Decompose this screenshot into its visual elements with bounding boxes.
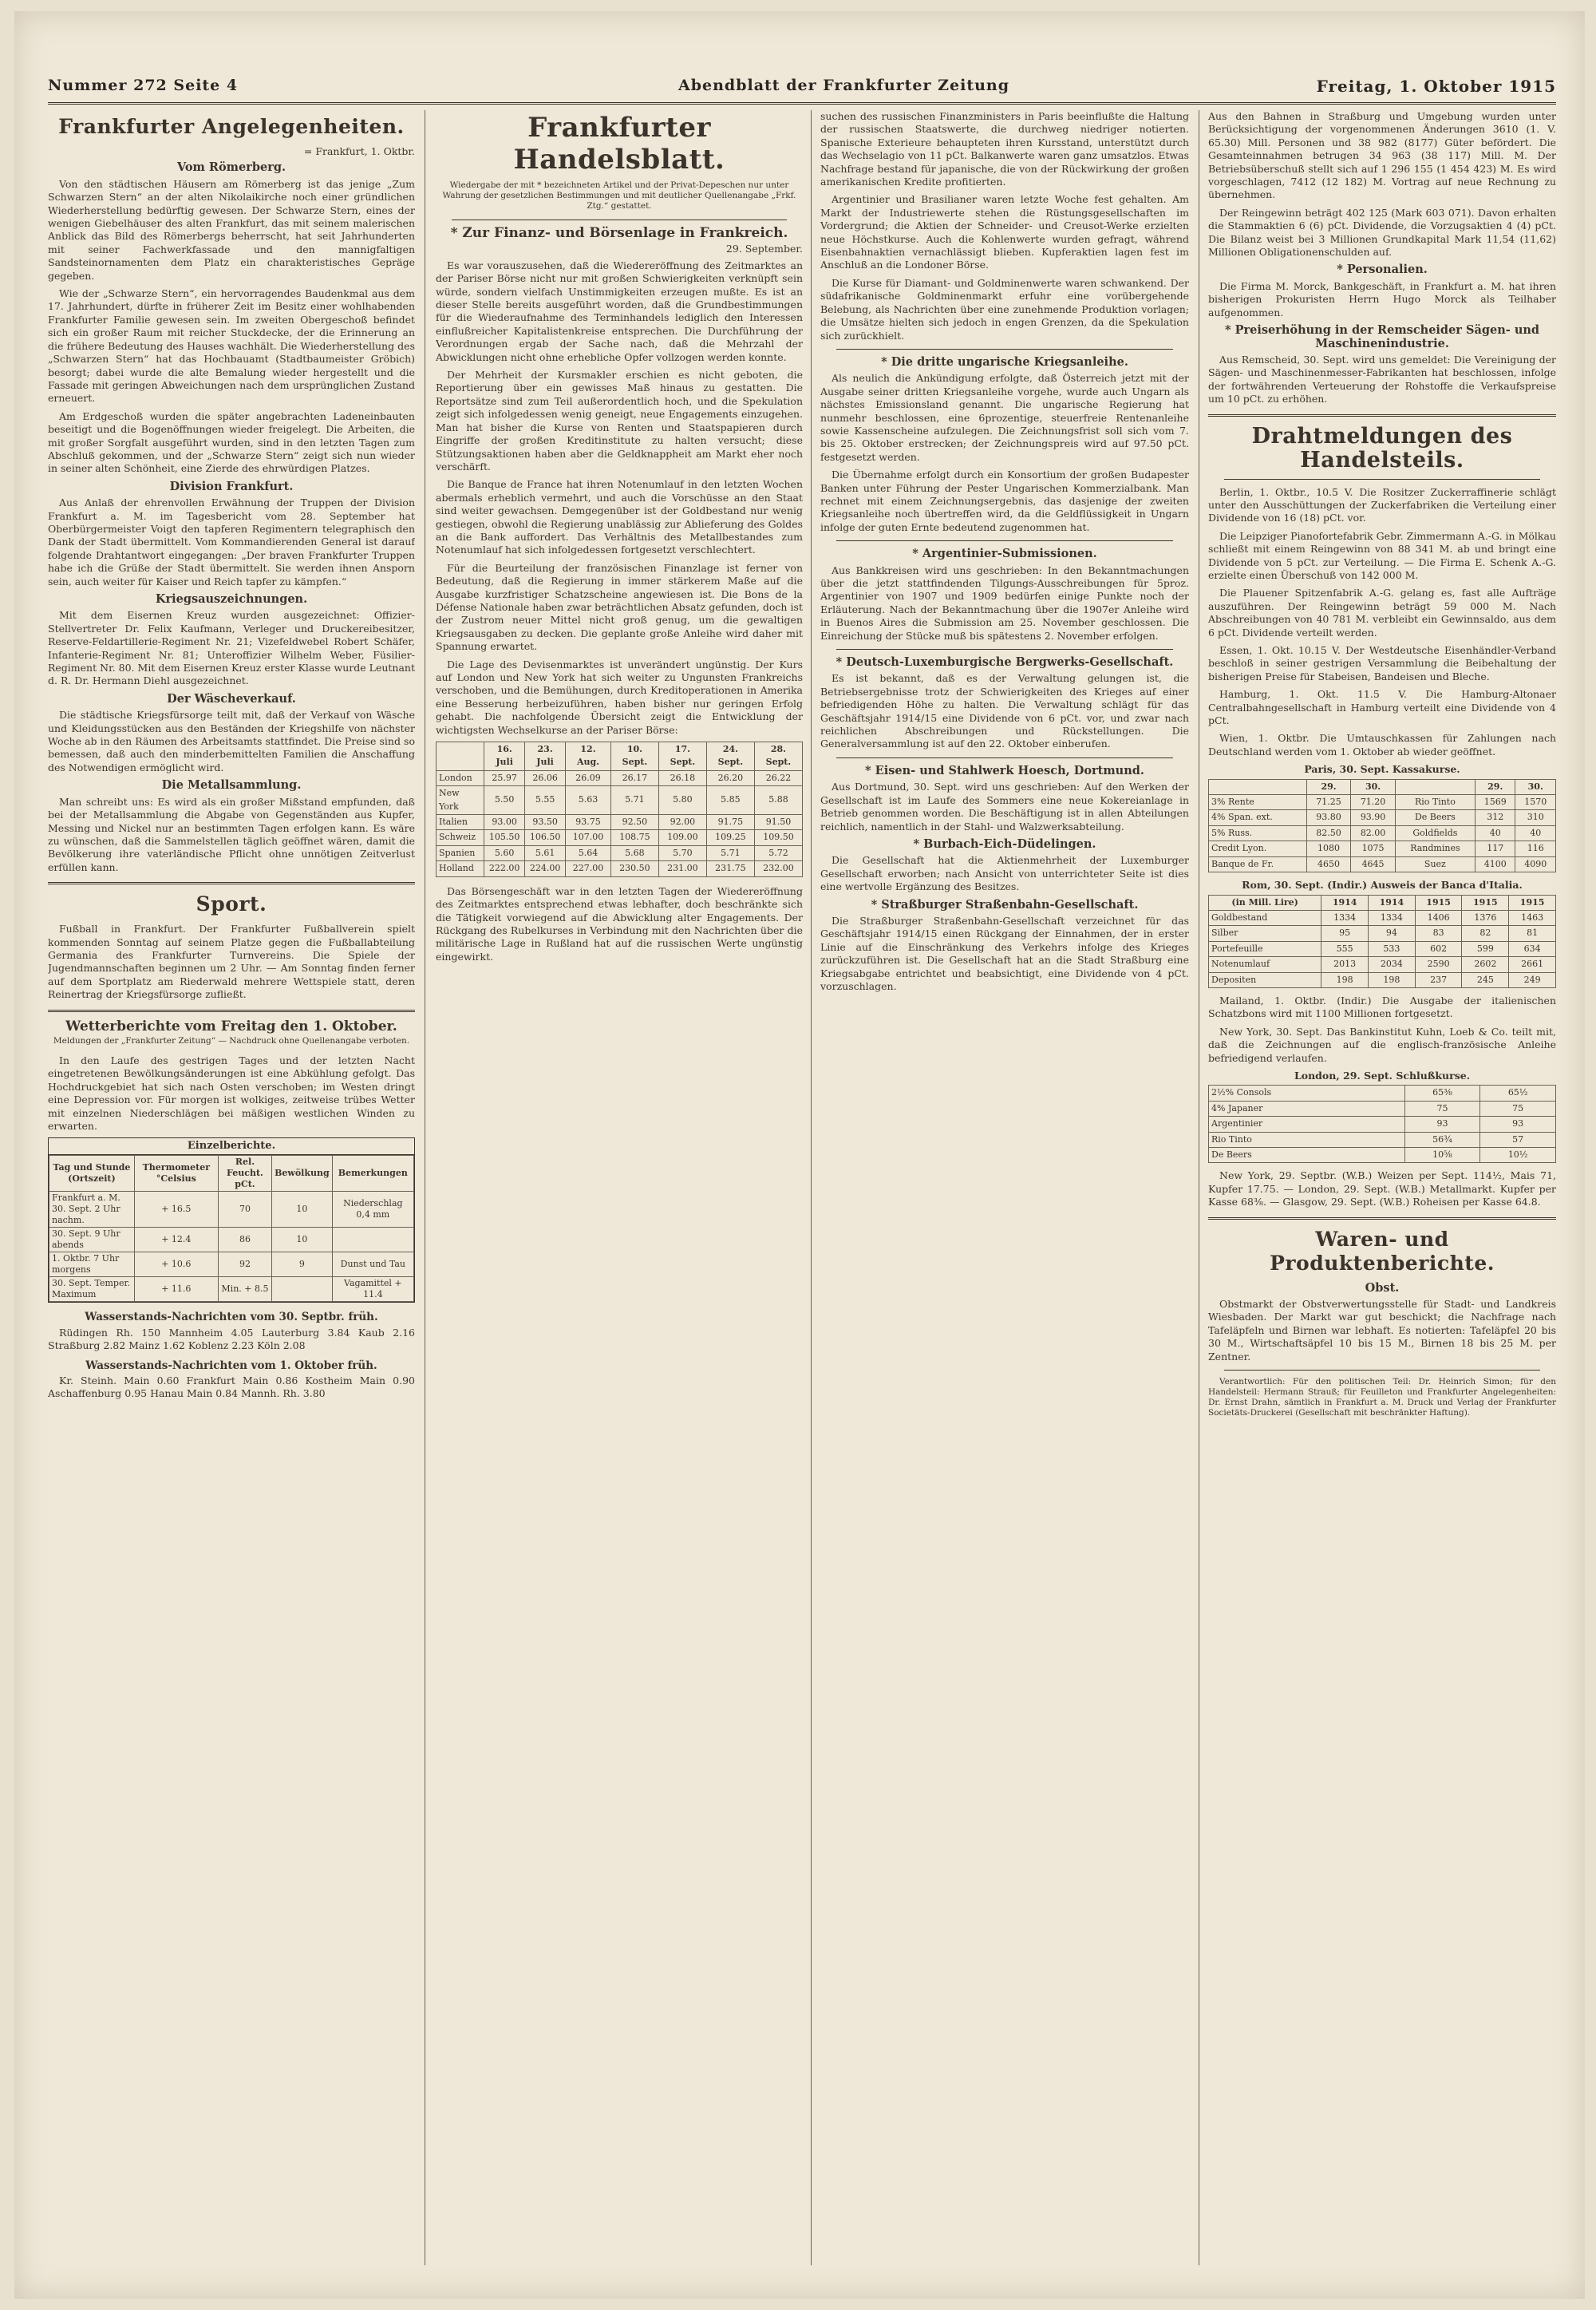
table-header-row xyxy=(437,742,803,771)
table-cell: 94 xyxy=(1369,926,1416,941)
table-cell: 5.72 xyxy=(754,845,802,860)
article-paragraph: Aus Anlaß der ehrenvollen Erwähnung der Truppen der Division Frankfurt a. M. im Tagesbericht vom 28. September hat Oberbürgermeister Voigt den tapferen Regimentern telegraphisch den Dank der Stadt übermittelt. Vom Kommandierenden General ist darauf folgende Drahtantwort eingegangen: „Der braven Frankfurter Truppen habe ich die Grüße der Stadt übermittelt. Sie werden ihnen Ansporn sein, auch weiter für Kaiser und Reich tapfer zu kämpfen.“ xyxy=(48,496,415,587)
table-cell: + 12.4 xyxy=(134,1228,218,1252)
table-cell: 1463 xyxy=(1509,910,1556,925)
section-title-handelsblatt: Frankfurter Handelsblatt. xyxy=(513,112,725,176)
table-row xyxy=(1209,926,1556,941)
article-title: Kriegsauszeichnungen. xyxy=(155,592,308,606)
telegram-paragraph: Hamburg, 1. Okt. 11.5 V. Die Hamburg-Altonaer Centralbahngesellschaft in Hamburg verteilt eine Dividende von 4 pCt. xyxy=(1208,688,1556,727)
table-cell: 93 xyxy=(1480,1117,1556,1132)
table-row xyxy=(1209,957,1556,972)
header-issue-number: Nummer 272 Seite 4 xyxy=(48,77,239,94)
weather-paragraph: In den Laufe des gestrigen Tages und der letzten Nacht eingetretenen Bewölkungsänderungen ist eine Abkühlung gefolgt. Das Hochdruckgebiet hat sich nach Osten verschoben; im Westen dringt eine Depression vor. Für morgen ist wolkiges, zeitweise trübes Wetter mit einzelnen Niederschlägen bei mäßigen westlichen Winden zu erwarten. xyxy=(48,1054,415,1132)
section-title-frankfurter-angelegenheiten: Frankfurter Angelegenheiten. xyxy=(58,115,405,138)
table-cell: + 10.6 xyxy=(134,1252,218,1277)
table-cell: Credit Lyon. xyxy=(1209,841,1307,856)
table-header-row xyxy=(1209,779,1556,794)
table-header-cell: Rel. Feucht. pCt. xyxy=(218,1156,271,1192)
article-paragraph: Von den städtischen Häusern am Römerberg ist das jenige „Zum Schwarzen Stern“ an der alten Nikolaikirche noch einer gründlichen Wiederherstellung bedürftig gewesen. Der Schwarze Stern, eines der wenigen Giebelhäuser des alten Frankfurt, das mit seinem malerischen Anblick das Bild des Römerbergs beherrscht, hat seit Jahrhunderten mit seiner Fachwerkfassade und den mannigfaltigen Sandsteinornamenten dem Platz ein charakteristisches Gepräge gegeben. xyxy=(48,177,415,282)
table-cell: 108.75 xyxy=(610,830,658,845)
table-row xyxy=(1209,1148,1556,1163)
table-cell: 249 xyxy=(1509,972,1556,987)
table-cell: 4% Span. ext. xyxy=(1209,810,1307,825)
table-cell: 222.00 xyxy=(484,861,525,876)
table-cell: Goldbestand xyxy=(1209,910,1321,925)
telegram-paragraph: Berlin, 1. Oktbr., 10.5 V. Die Rositzer Zuckerraffinerie schlägt unter den Ausschüttungen der Zuckerfabriken die Verteilung einer Dividende von 16 (18) pCt. vor. xyxy=(1208,485,1556,524)
table-cell: 26.09 xyxy=(566,770,611,785)
table-cell: 2034 xyxy=(1369,957,1416,972)
table-cell: 198 xyxy=(1321,972,1369,987)
table-cell: 10½ xyxy=(1480,1148,1556,1163)
table-cell: Banque de Fr. xyxy=(1209,856,1307,872)
page-header xyxy=(48,70,1556,105)
telegram-paragraph: Mailand, 1. Oktbr. (Indir.) Die Ausgabe der italienischen Schatzbons wird mit 1100 Millionen fortgesetzt. xyxy=(1208,994,1556,1020)
table-cell: 1334 xyxy=(1369,910,1416,925)
table-cell: London xyxy=(437,770,484,785)
article-paragraph: Die Banque de France hat ihren Notenumlauf in den letzten Wochen abermals erheblich vermehrt, und auch die Vorschüsse an den Staat sind weiter gewachsen. Demgegenüber ist der Goldbestand nur wenig gestiegen, obwohl die Regierung unablässig zur Ablieferung des Goldes an die Bank auffordert. Das Verhältnis des Metallbestandes zum Notenumlauf hat sich infolgedessen fortgesetzt verschlechtert. xyxy=(436,478,803,556)
article-title: * Personalien. xyxy=(1337,263,1428,277)
table-cell: 4100 xyxy=(1475,856,1515,872)
table-cell: De Beers xyxy=(1209,1148,1405,1163)
article-paragraph: Aus Remscheid, 30. Sept. wird uns gemeldet: Die Vereinigung der Sägen- und Maschinenmesser-Fabrikanten hat beschlossen, infolge der fortwährenden Verteuerung der Rohstoffe die Verkaufspreise um 10 pCt. zu erhöhen. xyxy=(1208,353,1556,405)
table-header-cell xyxy=(1209,779,1307,794)
telegram-paragraph: New York, 29. Septbr. (W.B.) Weizen per Sept. 114½, Mais 71, Kupfer 17.75. — London, 29. Sept. (W.B.) Metallmarkt. Kupfer per Kasse 68⅜. — Glasgow, 29. Sept. (W.B.) Roheisen per Kasse 64.8. xyxy=(1208,1169,1556,1208)
table-cell: Suez xyxy=(1395,856,1475,872)
article-paragraph: Die Firma M. Morck, Bankgeschäft, in Frankfurt a. M. hat ihren bisherigen Prokuristen Herrn Hugo Morck als Teilhaber aufgenommen. xyxy=(1208,279,1556,318)
table-cell: 109.50 xyxy=(754,830,802,845)
table-cell: Schweiz xyxy=(437,830,484,845)
table-row xyxy=(1209,1086,1556,1101)
table-cell: Rio Tinto xyxy=(1395,795,1475,810)
weather-note: Meldungen der „Frankfurter Zeitung“ — Nachdruck ohne Quellenangabe verboten. xyxy=(53,1035,410,1046)
banca-italia-table xyxy=(1208,895,1556,988)
table-cell: 57 xyxy=(1480,1132,1556,1147)
article-paragraph: Als neulich die Ankündigung erfolgte, daß Österreich jetzt mit der Ausgabe seiner dritten Kriegsanleihe vorgehe, wurde auch Ungarn als nächstes Emissionsland genannt. Die ungarische Regierung hat nunmehr beschlossen, eine 6prozentige, steuerfreie Rentenanleihe sowie Kassenscheine aufzulegen. Die Zeichnungsfrist soll sich vom 7. bis 25. Oktober erstrecken; der Zeichnungspreis wird auf 97.50 pCt. festgesetzt werden. xyxy=(820,372,1189,463)
table-row xyxy=(1209,810,1556,825)
table-cell: 116 xyxy=(1515,841,1556,856)
table-cell: Argentinier xyxy=(1209,1117,1405,1132)
divider xyxy=(836,757,1173,758)
table-cell: 555 xyxy=(1321,941,1369,956)
dateline: = Frankfurt, 1. Oktbr. xyxy=(303,145,415,157)
table-row xyxy=(1209,841,1556,856)
table-cell: 231.00 xyxy=(658,861,706,876)
table-cell: 5.70 xyxy=(658,845,706,860)
article-paragraph: Obstmarkt der Obstverwertungsstelle für Stadt- und Landkreis Wiesbaden. Der Markt war gut beschickt; die Nachfrage nach Tafeläpfeln und Birnen war lebhaft. Es notierten: Tafeläpfel 20 bis 30 M., Wirtschaftsäpfel 10 bis 15 M., Birnen 18 bis 25 M. per Zentner. xyxy=(1208,1298,1556,1363)
water-level-title: Wasserstands-Nachrichten vom 1. Oktober früh. xyxy=(85,1359,377,1372)
table-cell: 5.71 xyxy=(610,786,658,815)
table-cell: 75 xyxy=(1480,1101,1556,1116)
divider xyxy=(1224,1370,1540,1371)
table-row xyxy=(437,786,803,815)
table-cell: 93.90 xyxy=(1351,810,1396,825)
weather-title: Wetterberichte vom Freitag den 1. Oktober. xyxy=(65,1018,397,1034)
table-cell: 109.00 xyxy=(658,830,706,845)
table-cell: 231.75 xyxy=(706,861,754,876)
table-cell: 92.50 xyxy=(610,815,658,830)
article-title: * Burbach-Eich-Düdelingen. xyxy=(913,837,1096,851)
table-cell: 93.50 xyxy=(525,815,566,830)
column-4 xyxy=(1208,110,1556,2265)
table-header-cell: 23. Juli xyxy=(525,742,566,771)
table-cell: 224.00 xyxy=(525,861,566,876)
table-cell: 71.25 xyxy=(1306,795,1351,810)
table-cell: 10⅝ xyxy=(1404,1148,1480,1163)
table-row xyxy=(437,830,803,845)
article-title: * Deutsch-Luxemburgische Bergwerks-Gesellschaft. xyxy=(836,655,1174,670)
table-cell: 26.18 xyxy=(658,770,706,785)
article-paragraph: Fußball in Frankfurt. Der Frankfurter Fußballverein spielt kommenden Sonntag auf seinem Platze gegen die Fußballabteilung Germania des Frankfurter Turnvereins. Die Spiele der Jugendmannschaften beginnen um 2 Uhr. — Am Sonntag finden ferner auf dem Sportplatz am Riederwald mehrere Wettspiele statt, deren Reinertrag der Kriegsfürsorge zufließt. xyxy=(48,923,415,1001)
table-cell: 5.60 xyxy=(484,845,525,860)
article-title: * Eisen- und Stahlwerk Hoesch, Dortmund. xyxy=(865,763,1144,777)
article-title: * Zur Finanz- und Börsenlage in Frankreich. xyxy=(450,225,788,241)
table-header-cell: 24. Sept. xyxy=(706,742,754,771)
table-cell: 1569 xyxy=(1475,795,1515,810)
table-cell: 198 xyxy=(1369,972,1416,987)
article-title: * Straßburger Straßenbahn-Gesellschaft. xyxy=(871,897,1139,912)
divider xyxy=(836,540,1173,541)
table-cell: 9 xyxy=(272,1252,333,1277)
imprint: Verantwortlich: Für den politischen Teil: Dr. Heinrich Simon; für den Handelsteil: Hermann Strauß; für Feuilleton und Frankfurter Angelegenheiten: Dr. Ernst Drahn, sämtlich in Frankfurt a. M. Druck und Verlag der Frankfurter Societäts-Druckerei (Gesellschaft mit beschränkter Haftung). xyxy=(1208,1377,1556,1418)
table-cell: 599 xyxy=(1462,941,1509,956)
table-cell: 56¾ xyxy=(1404,1132,1480,1147)
table-title: Rom, 30. Sept. (Indir.) Ausweis der Banca d'Italia. xyxy=(1242,879,1523,892)
table-cell: 65½ xyxy=(1480,1086,1556,1101)
table-cell: + 16.5 xyxy=(134,1192,218,1228)
table-cell: 10 xyxy=(272,1228,333,1252)
table-cell: 93 xyxy=(1404,1117,1480,1132)
table-cell: Dunst und Tau xyxy=(332,1252,413,1277)
table-cell: 109.25 xyxy=(706,830,754,845)
table-header-cell: Bewölkung xyxy=(272,1156,333,1192)
table-cell: 86 xyxy=(218,1228,271,1252)
table-cell: 95 xyxy=(1321,926,1369,941)
article-title: Die Metallsammlung. xyxy=(161,778,302,793)
table-cell xyxy=(272,1277,333,1302)
table-cell: 4090 xyxy=(1515,856,1556,872)
divider xyxy=(836,649,1173,650)
table-cell: 5.71 xyxy=(706,845,754,860)
table-cell: New York xyxy=(437,786,484,815)
table-cell: 25.97 xyxy=(484,770,525,785)
column-2 xyxy=(436,110,803,2265)
article-paragraph: Die Übernahme erfolgt durch ein Konsortium der großen Budapester Banken unter Führung der Pester Ungarischen Kommerzialbank. Man rechnet mit einem Zeichnungsergebnis, das dasjenige der zweiten Kriegsanleihe noch übertreffen wird, da die Geldflüssigkeit in Ungarn infolge der guten Ernte bedeutend zugenommen hat. xyxy=(820,469,1189,533)
table-cell: 5.88 xyxy=(754,786,802,815)
table-header-cell: 29. xyxy=(1475,779,1515,794)
article-paragraph: Man schreibt uns: Es wird als ein großer Mißstand empfunden, daß bei der Metallsammlung die Abgabe von Gegenständen aus Kupfer, Messing und Nickel nur an bestimmten Tagen erfolgen kann. Es wäre zu wünschen, daß die Sammelstellen täglich geöffnet wären, damit die Bevölkerung ihre vaterländische Pflicht ohne unnötigen Zeitverlust erfüllen kann. xyxy=(48,795,415,873)
table-title: Paris, 30. Sept. Kassakurse. xyxy=(1304,763,1460,776)
table-cell: Frankfurt a. M. 30. Sept. 2 Uhr nachm. xyxy=(49,1192,135,1228)
table-row xyxy=(1209,1101,1556,1116)
table-header-row xyxy=(1209,895,1556,910)
section-title-waren: Waren- und Produktenberichte. xyxy=(1270,1227,1495,1275)
column-3 xyxy=(820,110,1189,2265)
table-cell: 5.80 xyxy=(658,786,706,815)
table-cell: 5.61 xyxy=(525,845,566,860)
article-paragraph: Aus Dortmund, 30. Sept. wird uns geschrieben: Auf den Werken der Gesellschaft ist im Laufe des Sommers eine neue Kokereianlage in Betrieb genommen worden. Die Beschäftigung ist in allen Abteilungen reichlich, namentlich in der Stahl- und Walzwerksabteilung. xyxy=(820,781,1189,833)
table-header-cell: 29. xyxy=(1306,779,1351,794)
table-title: London, 29. Sept. Schlußkurse. xyxy=(1294,1069,1471,1082)
table-cell: 230.50 xyxy=(610,861,658,876)
table-row xyxy=(1209,910,1556,925)
table-row xyxy=(1209,941,1556,956)
article-title: Der Wäscheverkauf. xyxy=(167,691,296,706)
telegram-paragraph: Die Plauener Spitzenfabrik A.-G. gelang es, fast alle Aufträge auszuführen. Der Reingewinn beträgt 59 000 M. Nach Abschreibungen von 40 781 M. verbleibt ein Gewinnsaldo, aus dem 6 pCt. Dividende verteilt werden. xyxy=(1208,587,1556,639)
table-cell: De Beers xyxy=(1395,810,1475,825)
table-cell: Niederschlag 0,4 mm xyxy=(332,1192,413,1228)
article-paragraph: Die Kurse für Diamant- und Goldminenwerte waren schwankend. Der südafrikanische Goldminenmarkt erfuhr eine vorübergehende Belebung, als Nachrichten über eine zunehmende Produktion vorlagen; die Umsätze hielten sich jedoch in engen Grenzen, da die Spekulation sich zurückhielt. xyxy=(820,276,1189,342)
table-cell: 5% Russ. xyxy=(1209,825,1307,841)
reproduction-note: Wiedergabe der mit * bezeichneten Artikel und der Privat-Depeschen nur unter Wahrung der gesetzlichen Bestimmungen und mit deutlicher Quellenangabe „Frkf. Ztg.“ gestattet. xyxy=(442,180,796,211)
table-header-cell xyxy=(1395,779,1475,794)
paris-kassakurse-table xyxy=(1208,779,1556,872)
table-cell: 26.06 xyxy=(525,770,566,785)
table-cell: 310 xyxy=(1515,810,1556,825)
water-level-values: Rüdingen Rh. 150 Mannheim 4.05 Lauterburg 3.84 Kaub 2.16 Straßburg 2.82 Mainz 1.62 Koblenz 2.23 Köln 2.08 xyxy=(48,1326,415,1352)
table-cell: 533 xyxy=(1369,941,1416,956)
table-cell: 3% Rente xyxy=(1209,795,1307,810)
table-cell xyxy=(332,1228,413,1252)
article-paragraph: Der Reingewinn beträgt 402 125 (Mark 603 071). Davon erhalten die Stammaktien 6 (6) pCt. Dividende, die Vorzugsaktien 4 (4) pCt. Die Bilanz weist bei 3 Millionen Grundkapital Mark 11,54 (11,62) Millionen Obligationenschulden auf. xyxy=(1208,206,1556,259)
table-cell: 5.64 xyxy=(566,845,611,860)
divider xyxy=(1224,479,1540,480)
divider xyxy=(1208,1217,1556,1220)
article-paragraph: Argentinier und Brasilianer waren letzte Woche fest gehalten. Am Markt der Industriewerte stehen die Rüstungsgesellschaften im Vordergrund; die Aktien der Schneider- und Creusot-Werke erzielten neue Höchstkurse. Auch die Kohlenwerte wurden gefragt, während Eisenbahnaktien vernachlässigt blieben. Kupferaktien lagen fest im Anschluß an die Londoner Börse. xyxy=(820,193,1189,271)
header-date: Freitag, 1. Oktober 1915 xyxy=(1316,77,1556,96)
table-cell: Silber xyxy=(1209,926,1321,941)
table-cell: 602 xyxy=(1415,941,1462,956)
table-cell: 92.00 xyxy=(658,815,706,830)
table-cell: Notenumlauf xyxy=(1209,957,1321,972)
table-header-cell: 28. Sept. xyxy=(754,742,802,771)
table-cell: 93.00 xyxy=(484,815,525,830)
table-cell: + 11.6 xyxy=(134,1277,218,1302)
article-paragraph: Für die Beurteilung der französischen Finanzlage ist ferner von Bedeutung, daß die Regierung in immer stärkerem Maße auf die Ausgabe kurzfristiger Schatzscheine angewiesen ist. Die Bons de la Défense Nationale haben zwar beträchtlichen Absatz gefunden, doch ist der Zustrom neuer Mittel nicht groß genug, um die gewaltigen Kriegsausgaben zu decken. Die geplante große Anleihe wird daher mit Spannung erwartet. xyxy=(436,561,803,653)
article-paragraph: Wie der „Schwarze Stern“, ein hervorragendes Baudenkmal aus dem 17. Jahrhundert, dürfte in früherer Zeit im Besitz einer wohlhabenden Frankfurter Familie gewesen sein. Im zweiten Obergeschoß befindet sich ein großer Raum mit reicher Stuckdecke, der die Erinnerung an die frühere Bedeutung des Hauses wachhält. Die Wiederherstellung des „Schwarzen Stern“ hat das Hochbauamt (Stadtbaumeister Gröbich) besorgt; dabei wurde die alte Bemalung wieder hergestellt und die Fassade mit geringen Abweichungen nach dem ursprünglichen Zustand erneuert. xyxy=(48,287,415,405)
column-1 xyxy=(48,110,415,2265)
table-cell: 107.00 xyxy=(566,830,611,845)
article-title: * Die dritte ungarische Kriegsanleihe. xyxy=(881,354,1128,369)
divider xyxy=(48,882,415,884)
table-cell: 26.22 xyxy=(754,770,802,785)
article-title: * Argentinier-Submissionen. xyxy=(912,547,1097,561)
table-cell: Spanien xyxy=(437,845,484,860)
table-cell: 1334 xyxy=(1321,910,1369,925)
table-header-cell: 30. xyxy=(1515,779,1556,794)
article-paragraph: Die Gesellschaft hat die Aktienmehrheit der Luxemburger Gesellschaft erworben; nach Ansicht von unterrichteter Seite ist dies eine wertvolle Ergänzung des Besitzes. xyxy=(820,854,1189,893)
table-cell: 1080 xyxy=(1306,841,1351,856)
table-row xyxy=(1209,1117,1556,1132)
table-cell: 1406 xyxy=(1415,910,1462,925)
column-rule xyxy=(811,110,812,2265)
table-cell: 232.00 xyxy=(754,861,802,876)
article-paragraph: Aus den Bahnen in Straßburg und Umgebung wurden unter Berücksichtigung der vorgenommenen Änderungen 3610 (1. V. 65.30) Mill. Personen und 38 982 (8177) Güter befördert. Die Gesamteinnahmen betrugen 34 963 (38 117) Mill. M. Der Betriebsüberschuß stellt sich auf 1 296 155 (1 454 423) M. Es wird vorgeschlagen, 7412 (12 182) M. Vortrag auf neue Rechnung zu übernehmen. xyxy=(1208,110,1556,201)
table-cell: 2661 xyxy=(1509,957,1556,972)
table-cell: 237 xyxy=(1415,972,1462,987)
table-cell: 70 xyxy=(218,1192,271,1228)
table-cell: Rio Tinto xyxy=(1209,1132,1405,1147)
table-header-cell: 12. Aug. xyxy=(566,742,611,771)
table-cell: 40 xyxy=(1475,825,1515,841)
section-title-drahtmeldungen: Drahtmeldungen des Handelsteils. xyxy=(1251,423,1513,473)
water-level-values: Kr. Steinh. Main 0.60 Frankfurt Main 0.86 Kostheim Main 0.90 Aschaffenburg 0.95 Hanau Main 0.84 Mannh. Rh. 3.80 xyxy=(48,1375,415,1400)
table-cell: 5.68 xyxy=(610,845,658,860)
divider xyxy=(1208,414,1556,417)
article-paragraph: Am Erdgeschoß wurden die später angebrachten Ladeneinbauten beseitigt und die Bogenöffnungen wieder freigelegt. Die Arbeiten, die mit großer Sorgfalt ausgeführt wurden, sind in den letzten Tagen zum Abschluß gekommen, und der „Schwarze Stern“ zeigt sich nun wieder in seiner alten Schönheit, eine Zierde des ehrwürdigen Platzes. xyxy=(48,409,415,475)
table-cell: Vagamittel + 11.4 xyxy=(332,1277,413,1302)
table-row xyxy=(437,770,803,785)
table-cell: 2½% Consols xyxy=(1209,1086,1405,1101)
table-cell: 82 xyxy=(1462,926,1509,941)
table-cell: 4645 xyxy=(1351,856,1396,872)
table-header-cell xyxy=(437,742,484,771)
table-cell: 30. Sept. Temper. Maximum xyxy=(49,1277,135,1302)
table-cell: 5.63 xyxy=(566,786,611,815)
table-cell: 75 xyxy=(1404,1101,1480,1116)
exchange-rate-table xyxy=(436,742,803,877)
water-level-title: Wasserstands-Nachrichten vom 30. Septbr. früh. xyxy=(85,1311,378,1324)
table-cell: 245 xyxy=(1462,972,1509,987)
table-cell: 5.50 xyxy=(484,786,525,815)
section-title-sport: Sport. xyxy=(196,892,267,916)
table-cell: 71.20 xyxy=(1351,795,1396,810)
table-header-cell: 10. Sept. xyxy=(610,742,658,771)
header-publication-title: Abendblatt der Frankfurter Zeitung xyxy=(678,77,1010,94)
article-paragraph: suchen des russischen Finanzministers in Paris beeinflußte die Haltung der russischen Staatswerte, die durchweg niedriger notierten. Spanische Exterieure behaupteten ihren Kursstand, unterstützt durch das Wechselagio von 11 pCt. Balkanwerte waren ganz umsatzlos. Etwas Nachfrage bestand für japanische, die von der Rückwirkung der großen amerikanischen Kredite profitierten. xyxy=(820,110,1189,188)
table-cell: Randmines xyxy=(1395,841,1475,856)
article-paragraph: Die Straßburger Straßenbahn-Gesellschaft verzeichnet für das Geschäftsjahr 1914/15 einen Rückgang der Einnahmen, der in erster Linie auf die Einschränkung des Verkehrs infolge des Krieges zurückzuführen ist. Die Gesellschaft hat an die Stadt Straßburg eine Kriegsabgabe entrichtet und beabsichtigt, eine Dividende von 4 pCt. vorzuschlagen. xyxy=(820,914,1189,992)
telegram-paragraph: Essen, 1. Okt. 10.15 V. Der Westdeutsche Eisenhändler-Verband beschloß in seiner gestrigen Versammlung die Beibehaltung der bisherigen Preise für Stabeisen, Bandeisen und Bleche. xyxy=(1208,644,1556,682)
telegram-paragraph: Die Leipziger Pianofortefabrik Gebr. Zimmermann A.-G. in Mölkau schließt mit einem Reingewinn von 88 341 M. ab und bringt eine Dividende von 5 pCt. zur Verteilung. — Die Firma E. Schenk A.-G. erzielte einen Überschuß von 142 000 M. xyxy=(1208,529,1556,581)
table-header-cell: Bemerkungen xyxy=(332,1156,413,1192)
article-title: Division Frankfurt. xyxy=(169,479,294,493)
table-cell: 4650 xyxy=(1306,856,1351,872)
table-cell: 634 xyxy=(1509,941,1556,956)
table-cell: 105.50 xyxy=(484,830,525,845)
newspaper-page xyxy=(14,11,1585,2299)
article-paragraph: Der Mehrheit der Kursmakler erschien es nicht geboten, die Reportierung über ein gewisses Maß hinaus zu gestatten. Die Reportsätze sind zum Teil außerordentlich hoch, und die Spekulation zeigt sich infolgedessen wenig geneigt, neue Engagements einzugehen. Man hat bisher die Kurse von Renten und Staatspapieren durch Eingriffe der großen Kreditinstitute zu halten versucht; diese Stützungsaktionen haben aber die Geldknappheit am Markt eher noch verschärft. xyxy=(436,369,803,473)
table-cell: Italien xyxy=(437,815,484,830)
table-row xyxy=(1209,825,1556,841)
telegram-paragraph: Wien, 1. Oktbr. Die Umtauschkassen für Zahlungen nach Deutschland werden vom 1. Oktober ab wieder geöffnet. xyxy=(1208,732,1556,757)
table-cell: 1570 xyxy=(1515,795,1556,810)
table-cell: Holland xyxy=(437,861,484,876)
table-cell: 82.50 xyxy=(1306,825,1351,841)
table-cell: 30. Sept. 9 Uhr abends xyxy=(49,1228,135,1252)
table-cell: 2013 xyxy=(1321,957,1369,972)
table-cell: 312 xyxy=(1475,810,1515,825)
article-paragraph: Es ist bekannt, daß es der Verwaltung gelungen ist, die Betriebsergebnisse trotz der Schwierigkeiten des Krieges auf einer befriedigenden Höhe zu halten. Die Verwaltung schlägt für das Geschäftsjahr 1914/15 eine Dividende von 6 pCt. vor, und zwar nach reichlichen Abschreibungen und Rückstellungen. Die Generalversammlung ist auf den 22. Oktober einberufen. xyxy=(820,672,1189,750)
divider xyxy=(48,1010,415,1012)
table-cell: 2590 xyxy=(1415,957,1462,972)
table-cell: Portefeuille xyxy=(1209,941,1321,956)
london-schlusskurse-table xyxy=(1208,1085,1556,1163)
table-cell: 4% Japaner xyxy=(1209,1101,1405,1116)
table-row xyxy=(49,1192,414,1228)
article-paragraph: Die Lage des Devisenmarktes ist unverändert ungünstig. Der Kurs auf London und New York hat sich weiter zu Ungunsten Frankreichs verschoben, und die Bemühungen, durch Kreditoperationen in Amerika eine Besserung herbeizuführen, haben bisher nur geringen Erfolg gehabt. Die nachfolgende Übersicht zeigt die Entwicklung der wichtigsten Wechselkurse an der Pariser Börse: xyxy=(436,658,803,736)
table-header-cell: Thermometer °Celsius xyxy=(134,1156,218,1192)
article-title: Obst. xyxy=(1365,1280,1400,1295)
table-cell: 106.50 xyxy=(525,830,566,845)
table-cell: 92 xyxy=(218,1252,271,1277)
table-cell: 83 xyxy=(1415,926,1462,941)
divider xyxy=(836,349,1173,350)
table-title: Einzelberichte. xyxy=(49,1138,414,1155)
table-cell: 93.75 xyxy=(566,815,611,830)
article-paragraph: Aus Bankkreisen wird uns geschrieben: In den Bekanntmachungen über die jetzt stattfindenden Tilgungs-Ausschreibungen für 5proz. Argentinier von 1907 und 1909 bedürfen einige Punkte noch der Erläuterung. Nach der Bekanntmachung über die 1907er Anleihe wird in Buenos Aires die Submission am 25. November geschlossen. Die Einreichung der Stücke muß bis spätestens 2. November erfolgen. xyxy=(820,564,1189,642)
dateline: 29. September. xyxy=(725,243,803,255)
table-row xyxy=(49,1228,414,1252)
table-cell: 93.80 xyxy=(1306,810,1351,825)
article-paragraph: Es war vorauszusehen, daß die Wiedereröffnung des Zeitmarktes an der Pariser Börse nicht nur mit großen Schwierigkeiten verknüpft sein würde, sondern vielfach Unstimmigkeiten erzeugen mußte. Es ist an dieser Stelle bereits ausgeführt worden, daß die Grundbestimmungen für die Wiederaufnahme des Terminhandels lediglich den Interessen einflußreicher Kapitalistenkreise entsprechen. Die Durchführung der Verordnungen ergab der Sache nach, daß die Mehrzahl der Abwicklungen nicht ohne erhebliche Opfer vollzogen werden konnte. xyxy=(436,259,803,363)
table-header-cell: 1915 xyxy=(1462,895,1509,910)
table-header-cell: 1914 xyxy=(1369,895,1416,910)
table-cell: 26.20 xyxy=(706,770,754,785)
table-header-cell: 1914 xyxy=(1321,895,1369,910)
table-header-cell: 1915 xyxy=(1509,895,1556,910)
table-cell: 1075 xyxy=(1351,841,1396,856)
table-cell: 91.75 xyxy=(706,815,754,830)
table-row xyxy=(49,1252,414,1277)
table-cell: 26.17 xyxy=(610,770,658,785)
table-cell: Depositen xyxy=(1209,972,1321,987)
table-cell: 10 xyxy=(272,1192,333,1228)
table-header-row xyxy=(49,1156,414,1192)
telegram-paragraph: New York, 30. Sept. Das Bankinstitut Kuhn, Loeb & Co. teilt mit, daß die Zeichnungen auf die englisch-französische Anleihe befriedigend verlaufen. xyxy=(1208,1025,1556,1064)
table-cell: 5.85 xyxy=(706,786,754,815)
table-row xyxy=(437,815,803,830)
table-cell: Goldfields xyxy=(1395,825,1475,841)
table-cell: 65⅜ xyxy=(1404,1086,1480,1101)
article-paragraph: Mit dem Eisernen Kreuz wurden ausgezeichnet: Offizier-Stellvertreter Dr. Felix Kaufmann, Verleger und Druckereibesitzer, Reserve-Feldartillerie-Regiment Nr. 21; Vizefeldwebel Robert Schäfer, Infanterie-Regiment Nr. 81; Unteroffizier Wilhelm Weber, Füsilier-Regiment Nr. 80. Mit dem Eisernen Kreuz erster Klasse wurde Leutnant d. R. Dr. Hermann Diehl ausgezeichnet. xyxy=(48,609,415,687)
table-row xyxy=(1209,856,1556,872)
table-header-cell: 16. Juli xyxy=(484,742,525,771)
table-row xyxy=(1209,972,1556,987)
table-cell: 117 xyxy=(1475,841,1515,856)
table-cell: 82.00 xyxy=(1351,825,1396,841)
table-header-cell: Tag und Stunde (Ortszeit) xyxy=(49,1156,135,1192)
table-row xyxy=(1209,1132,1556,1147)
article-paragraph: Das Börsengeschäft war in den letzten Tagen der Wiedereröffnung des Zeitmarktes entsprechend etwas lebhafter, doch beschränkte sich die Tätigkeit vorwiegend auf die Abwicklung alter Engagements. Der Rückgang des Rubelkurses in Verbindung mit den Nachrichten über die militärische Lage in Rußland hat auf die russischen Werte ungünstig eingewirkt. xyxy=(436,884,803,963)
table-cell: 5.55 xyxy=(525,786,566,815)
einzelberichte-table-box xyxy=(48,1137,415,1303)
table-row xyxy=(49,1277,414,1302)
table-cell: 81 xyxy=(1509,926,1556,941)
table-cell: 2602 xyxy=(1462,957,1509,972)
table-cell: 227.00 xyxy=(566,861,611,876)
table-row xyxy=(1209,795,1556,810)
table-cell: 1. Oktbr. 7 Uhr morgens xyxy=(49,1252,135,1277)
article-title: * Preiserhöhung in der Remscheider Sägen- und Maschinenindustrie. xyxy=(1224,323,1540,350)
table-cell: 1376 xyxy=(1462,910,1509,925)
table-row xyxy=(437,861,803,876)
table-cell: 91.50 xyxy=(754,815,802,830)
einzelberichte-table xyxy=(49,1155,414,1302)
article-paragraph: Die städtische Kriegsfürsorge teilt mit, daß der Verkauf von Wäsche und Kleidungsstücken aus den Beständen der Kriegshilfe von nächster Woche ab in den Räumen des Arbeitsamts stattfindet. Die Preise sind so bemessen, daß auch den minderbemittelten Familien die Anschaffung des Notwendigen ermöglicht wird. xyxy=(48,709,415,773)
table-row xyxy=(437,845,803,860)
table-header-cell: 17. Sept. xyxy=(658,742,706,771)
table-header-cell: 30. xyxy=(1351,779,1396,794)
table-header-cell: 1915 xyxy=(1415,895,1462,910)
article-title: Vom Römerberg. xyxy=(176,160,286,175)
table-cell: 40 xyxy=(1515,825,1556,841)
table-cell: Min. + 8.5 xyxy=(218,1277,271,1302)
table-header-cell: (in Mill. Lire) xyxy=(1209,895,1321,910)
